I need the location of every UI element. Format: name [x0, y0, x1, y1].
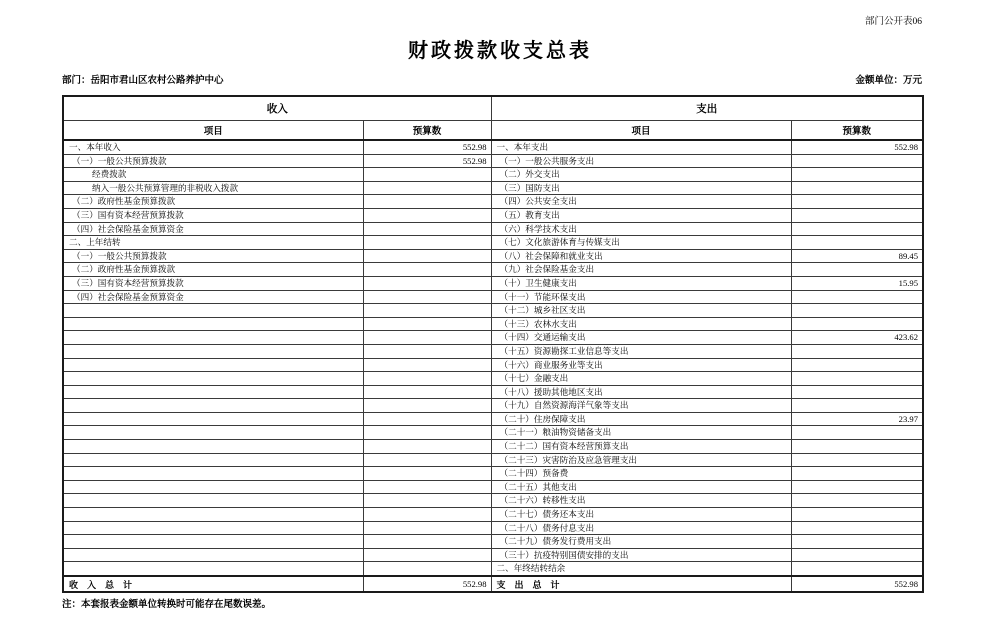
income-total-label: 收 入 总 计: [63, 576, 363, 592]
table-row: [63, 467, 923, 481]
expense-item-cell: （二十五）其他支出: [491, 480, 791, 494]
income-value-cell: [363, 276, 491, 290]
table-row: [63, 440, 923, 454]
footnote: 注：本套报表金额单位转换时可能存在尾数误差。: [62, 600, 272, 610]
expense-value-cell: [791, 480, 923, 494]
expense-value-cell: 23.97: [791, 412, 923, 426]
income-item-cell: （三）国有资本经营预算拨款: [63, 208, 363, 222]
expense-value-cell: 15.95: [791, 276, 923, 290]
income-budget-header: 预算数: [363, 121, 491, 141]
table-row: [63, 263, 923, 277]
section-header-row: [63, 96, 923, 121]
expense-item-cell: （二十一）粮油物资储备支出: [491, 426, 791, 440]
income-value-cell: [363, 494, 491, 508]
income-item-cell: [63, 480, 363, 494]
table-row: [63, 154, 923, 168]
income-item-cell: 一、本年收入: [63, 140, 363, 154]
expense-item-header: 项目: [491, 121, 791, 141]
expense-item-cell: （十九）自然资源海洋气象等支出: [491, 399, 791, 413]
expense-item-cell: （十四）交通运输支出: [491, 331, 791, 345]
income-value-cell: [363, 508, 491, 522]
income-item-cell: （四）社会保险基金预算资金: [63, 290, 363, 304]
table-row: [63, 399, 923, 413]
expense-value-cell: [791, 222, 923, 236]
income-item-cell: [63, 535, 363, 549]
expense-item-cell: （八）社会保障和就业支出: [491, 249, 791, 263]
income-item-cell: （一）一般公共预算拨款: [63, 154, 363, 168]
income-value-cell: [363, 168, 491, 182]
expense-value-cell: [791, 453, 923, 467]
income-value-cell: [363, 249, 491, 263]
income-item-cell: [63, 521, 363, 535]
table-row: [63, 290, 923, 304]
income-item-cell: [63, 358, 363, 372]
expense-item-cell: （十一）节能环保支出: [491, 290, 791, 304]
income-item-cell: （二）政府性基金预算拨款: [63, 195, 363, 209]
expense-value-cell: [791, 399, 923, 413]
table-row: [63, 222, 923, 236]
table-row: [63, 140, 923, 154]
table-row: [63, 480, 923, 494]
department-label: 部门：岳阳市君山区农村公路养护中心: [62, 76, 224, 86]
table-row: [63, 304, 923, 318]
income-value-cell: [363, 358, 491, 372]
expense-value-cell: [791, 535, 923, 549]
expense-value-cell: [791, 290, 923, 304]
expense-value-cell: [791, 168, 923, 182]
expense-item-cell: （十三）农林水支出: [491, 317, 791, 331]
unit-label: 金额单位：万元: [855, 76, 922, 86]
expense-value-cell: [791, 467, 923, 481]
expense-value-cell: [791, 304, 923, 318]
expense-value-cell: [791, 317, 923, 331]
income-section-header: 收入: [63, 96, 491, 121]
income-value-cell: [363, 372, 491, 386]
expense-value-cell: 89.45: [791, 249, 923, 263]
expense-section-header: 支出: [491, 96, 923, 121]
table-row: [63, 331, 923, 345]
table-row: [63, 236, 923, 250]
expense-item-cell: （七）文化旅游体育与传媒支出: [491, 236, 791, 250]
doc-code: 部门公开表06: [864, 17, 922, 27]
income-item-cell: [63, 508, 363, 522]
income-item-cell: 纳入一般公共预算管理的非税收入拨款: [63, 181, 363, 195]
expense-value-cell: [791, 372, 923, 386]
income-item-cell: [63, 344, 363, 358]
expense-item-cell: （二）外交支出: [491, 168, 791, 182]
income-value-cell: [363, 195, 491, 209]
income-item-cell: （三）国有资本经营预算拨款: [63, 276, 363, 290]
income-item-cell: [63, 399, 363, 413]
income-item-cell: [63, 304, 363, 318]
expense-item-cell: （九）社会保险基金支出: [491, 263, 791, 277]
expense-item-cell: （二十六）转移性支出: [491, 494, 791, 508]
expense-value-cell: [791, 521, 923, 535]
expense-value-cell: 552.98: [791, 140, 923, 154]
income-value-cell: [363, 317, 491, 331]
income-item-cell: [63, 548, 363, 562]
income-item-cell: [63, 453, 363, 467]
income-item-cell: [63, 412, 363, 426]
expense-item-cell: （二十）住房保障支出: [491, 412, 791, 426]
income-value-cell: [363, 467, 491, 481]
page-title: 财政拨款收支总表: [408, 40, 592, 62]
expense-item-cell: （二十四）预备费: [491, 467, 791, 481]
income-value-cell: [363, 222, 491, 236]
expense-item-cell: （十）卫生健康支出: [491, 276, 791, 290]
meta-row: [62, 72, 922, 86]
expense-item-cell: （十六）商业服务业等支出: [491, 358, 791, 372]
expense-value-cell: [791, 195, 923, 209]
income-value-cell: [363, 236, 491, 250]
income-value-cell: [363, 480, 491, 494]
income-value-cell: [363, 521, 491, 535]
expense-value-cell: [791, 208, 923, 222]
income-item-cell: [63, 494, 363, 508]
expense-item-cell: （二十三）灾害防治及应急管理支出: [491, 453, 791, 467]
table-row: [63, 426, 923, 440]
table-row: [63, 276, 923, 290]
expense-value-cell: [791, 440, 923, 454]
income-value-cell: [363, 535, 491, 549]
expense-value-cell: 423.62: [791, 331, 923, 345]
expense-item-cell: （二十八）债务付息支出: [491, 521, 791, 535]
income-value-cell: [363, 290, 491, 304]
income-value-cell: [363, 453, 491, 467]
table-row: [63, 521, 923, 535]
income-item-cell: （四）社会保险基金预算资金: [63, 222, 363, 236]
income-value-cell: [363, 440, 491, 454]
expense-value-cell: [791, 548, 923, 562]
income-item-cell: （二）政府性基金预算拨款: [63, 263, 363, 277]
expense-value-cell: [791, 358, 923, 372]
income-item-cell: [63, 426, 363, 440]
income-item-cell: [63, 331, 363, 345]
expense-total-label: 支 出 总 计: [491, 576, 791, 592]
expense-item-cell: （三十）抗疫特别国债安排的支出: [491, 548, 791, 562]
expense-value-cell: [791, 385, 923, 399]
expense-budget-header: 预算数: [791, 121, 923, 141]
expense-item-cell: （十五）资源勘探工业信息等支出: [491, 344, 791, 358]
table-row: [63, 562, 923, 576]
income-value-cell: [363, 399, 491, 413]
income-value-cell: [363, 331, 491, 345]
income-item-cell: [63, 372, 363, 386]
expense-item-cell: （五）教育支出: [491, 208, 791, 222]
income-value-cell: [363, 263, 491, 277]
expense-item-cell: 二、年终结转结余: [491, 562, 791, 576]
table-row: [63, 508, 923, 522]
table-row: [63, 358, 923, 372]
table-row: [63, 372, 923, 386]
expense-value-cell: [791, 426, 923, 440]
income-item-cell: [63, 440, 363, 454]
income-item-cell: [63, 562, 363, 576]
total-row: [63, 576, 923, 592]
income-value-cell: [363, 426, 491, 440]
expense-value-cell: [791, 494, 923, 508]
expense-item-cell: （十八）援助其他地区支出: [491, 385, 791, 399]
table-row: [63, 249, 923, 263]
expense-item-cell: （十二）城乡社区支出: [491, 304, 791, 318]
income-value-cell: [363, 412, 491, 426]
table-row: [63, 168, 923, 182]
table-row: [63, 317, 923, 331]
table-row: [63, 412, 923, 426]
income-total-value: 552.98: [363, 576, 491, 592]
table-row: [63, 548, 923, 562]
expense-value-cell: [791, 344, 923, 358]
expense-value-cell: [791, 236, 923, 250]
income-value-cell: [363, 344, 491, 358]
budget-table: [62, 95, 924, 593]
column-header-row: [63, 121, 923, 141]
expense-item-cell: （一）一般公共服务支出: [491, 154, 791, 168]
expense-item-cell: 一、本年支出: [491, 140, 791, 154]
income-item-cell: （一）一般公共预算拨款: [63, 249, 363, 263]
expense-value-cell: [791, 562, 923, 576]
income-item-cell: [63, 317, 363, 331]
expense-item-cell: （四）公共安全支出: [491, 195, 791, 209]
expense-item-cell: （二十二）国有资本经营预算支出: [491, 440, 791, 454]
income-item-header: 项目: [63, 121, 363, 141]
income-value-cell: [363, 181, 491, 195]
table-row: [63, 344, 923, 358]
income-value-cell: [363, 548, 491, 562]
expense-value-cell: [791, 263, 923, 277]
table-row: [63, 385, 923, 399]
expense-value-cell: [791, 508, 923, 522]
expense-total-value: 552.98: [791, 576, 923, 592]
expense-value-cell: [791, 154, 923, 168]
income-item-cell: 二、上年结转: [63, 236, 363, 250]
table-row: [63, 535, 923, 549]
table-row: [63, 494, 923, 508]
expense-item-cell: （三）国防支出: [491, 181, 791, 195]
expense-item-cell: （二十七）债务还本支出: [491, 508, 791, 522]
income-item-cell: 经费拨款: [63, 168, 363, 182]
income-value-cell: [363, 562, 491, 576]
table-row: [63, 208, 923, 222]
expense-item-cell: （十七）金融支出: [491, 372, 791, 386]
income-value-cell: [363, 208, 491, 222]
expense-item-cell: （二十九）债务发行费用支出: [491, 535, 791, 549]
table-row: [63, 195, 923, 209]
table-row: [63, 181, 923, 195]
income-item-cell: [63, 385, 363, 399]
income-value-cell: 552.98: [363, 154, 491, 168]
expense-value-cell: [791, 181, 923, 195]
expense-item-cell: （六）科学技术支出: [491, 222, 791, 236]
income-value-cell: [363, 385, 491, 399]
income-value-cell: 552.98: [363, 140, 491, 154]
income-value-cell: [363, 304, 491, 318]
table-row: [63, 453, 923, 467]
income-item-cell: [63, 467, 363, 481]
